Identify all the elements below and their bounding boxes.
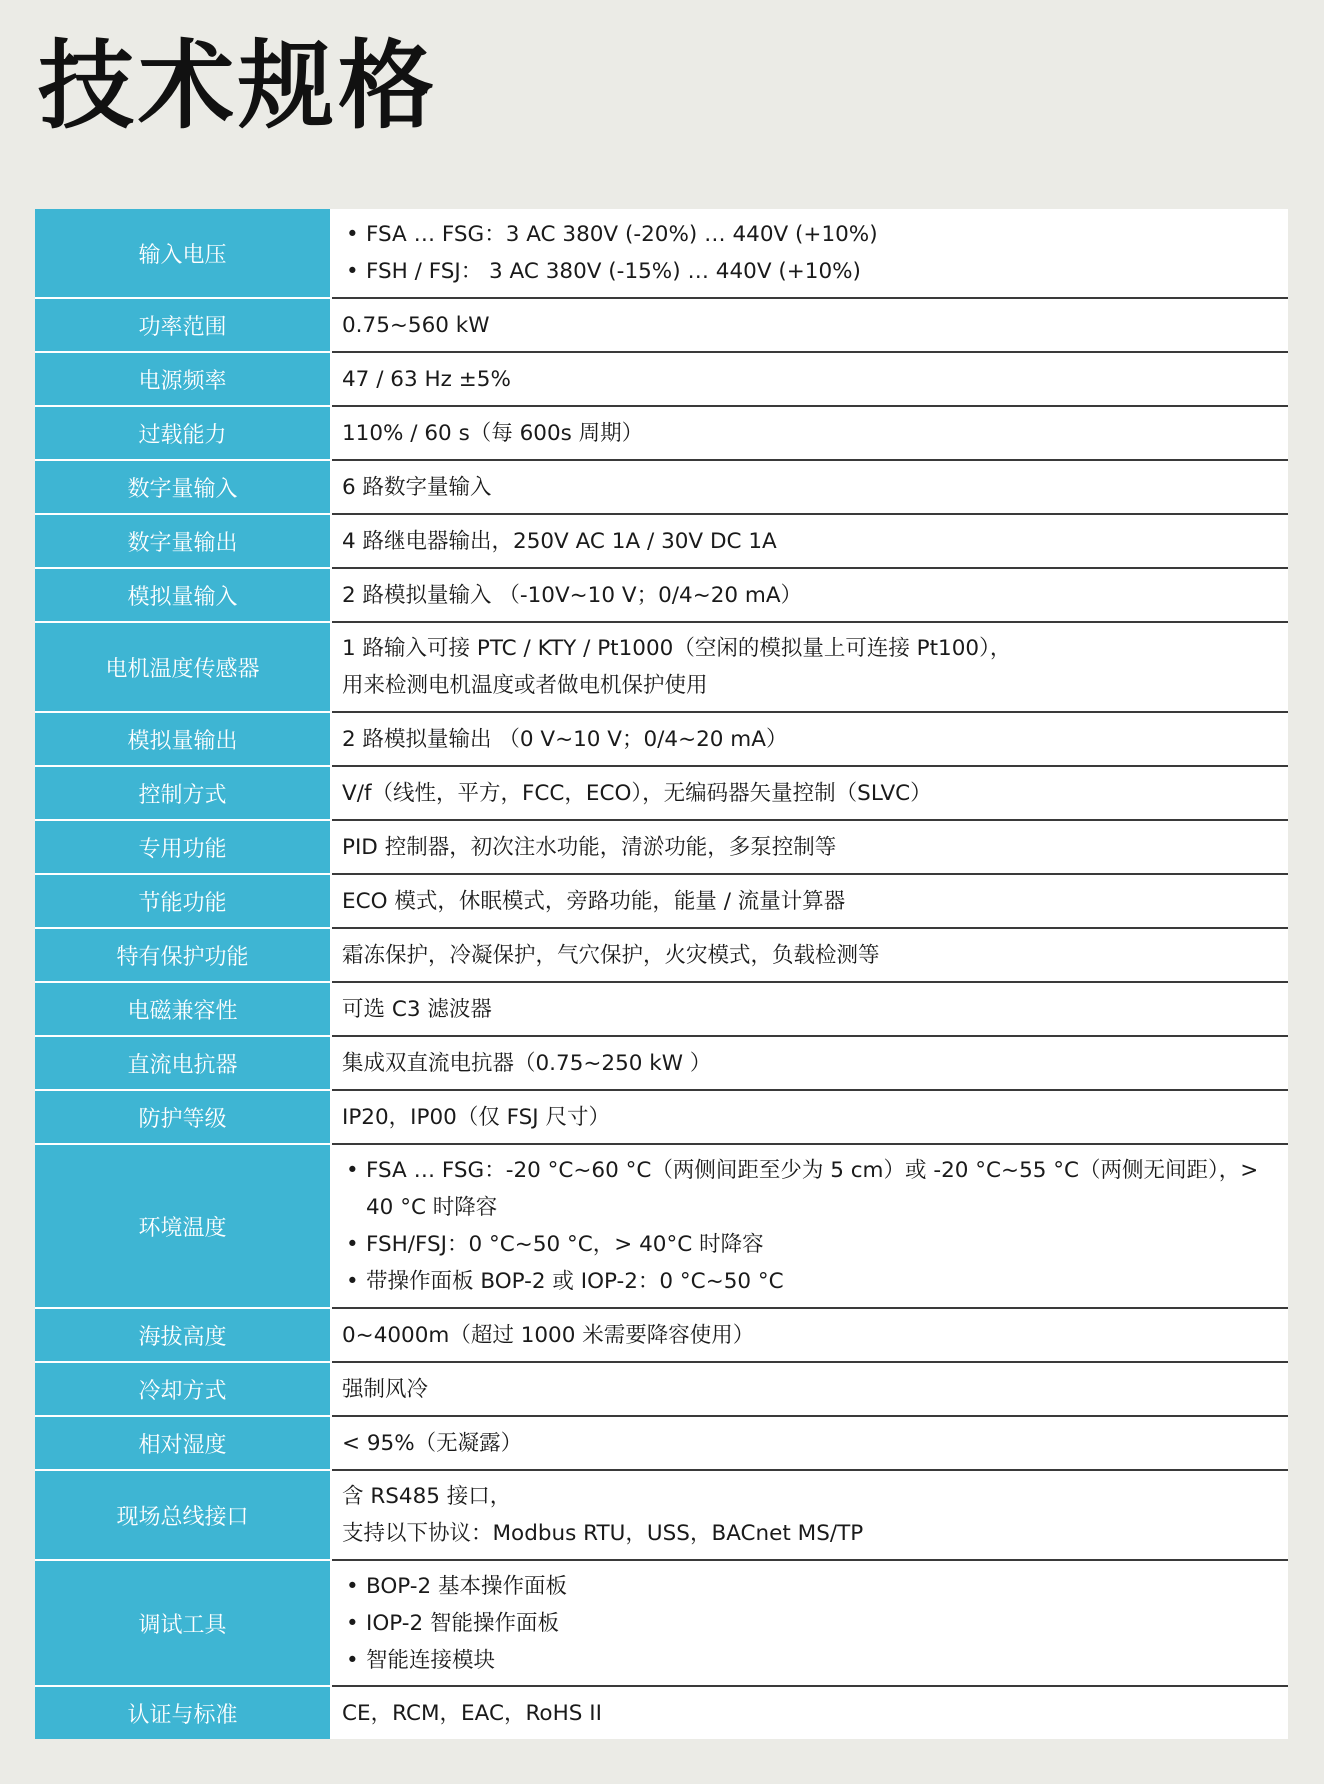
spec-value [331,1144,1288,1308]
spec-value: 4 路继电器输出，250V AC 1A / 30V DC 1A [331,514,1288,568]
spec-value [331,209,1288,298]
spec-label: 电机温度传感器 [35,622,331,712]
spec-row-input-voltage [35,209,1288,298]
list-item: • FSA … FSG：3 AC 380V (-20%) … 440V (+10%) [342,216,1276,253]
spec-row-humidity [35,1416,1288,1470]
spec-value: ECO 模式，休眠模式，旁路功能，能量 / 流量计算器 [331,874,1288,928]
spec-row-special-functions [35,820,1288,874]
list-item: • IOP-2 智能操作面板 [342,1605,1276,1642]
page-title: 技术规格 [38,30,438,142]
spec-label: 调试工具 [35,1560,331,1686]
spec-row-ambient-temp [35,1144,1288,1308]
spec-value: PID 控制器，初次注水功能，清淤功能，多泵控制等 [331,820,1288,874]
spec-label: 数字量输入 [35,460,331,514]
spec-row-control-mode [35,766,1288,820]
spec-row-energy-saving [35,874,1288,928]
spec-value: < 95%（无凝露） [331,1416,1288,1470]
spec-row-dc-reactor [35,1036,1288,1090]
spec-row-ip-rating [35,1090,1288,1144]
spec-label: 控制方式 [35,766,331,820]
spec-label: 数字量输出 [35,514,331,568]
spec-label: 现场总线接口 [35,1470,331,1560]
text-line: 含 RS485 接口， [342,1484,512,1509]
spec-value [331,622,1288,712]
spec-label: 海拔高度 [35,1308,331,1362]
spec-row-analog-output [35,712,1288,766]
spec-value: 0.75~560 kW [331,298,1288,352]
spec-label: 电磁兼容性 [35,982,331,1036]
spec-value: 可选 C3 滤波器 [331,982,1288,1036]
spec-value: 6 路数字量输入 [331,460,1288,514]
spec-value: 0~4000m（超过 1000 米需要降容使用） [331,1308,1288,1362]
spec-value: 2 路模拟量输出 （0 V~10 V；0/4~20 mA） [331,712,1288,766]
spec-label: 防护等级 [35,1090,331,1144]
spec-row-analog-input [35,568,1288,622]
spec-value: 集成双直流电抗器（0.75~250 kW ） [331,1036,1288,1090]
list-item: • 智能连接模块 [342,1642,1276,1679]
spec-label: 输入电压 [35,209,331,298]
spec-label: 模拟量输出 [35,712,331,766]
spec-table [35,209,1288,1739]
spec-row-overload [35,406,1288,460]
spec-label: 特有保护功能 [35,928,331,982]
spec-row-motor-temp [35,622,1288,712]
list-item: • FSH/FSJ：0 °C~50 °C，> 40°C 时降容 [342,1226,1276,1263]
spec-row-digital-output [35,514,1288,568]
text-line: 用来检测电机温度或者做电机保护使用 [342,673,708,698]
spec-label: 节能功能 [35,874,331,928]
spec-value: 霜冻保护，冷凝保护，气穴保护，火灾模式，负载检测等 [331,928,1288,982]
spec-row-emc [35,982,1288,1036]
spec-row-digital-input [35,460,1288,514]
list-item: • FSH / FSJ： 3 AC 380V (-15%) … 440V (+10%) [342,253,1276,290]
spec-row-frequency [35,352,1288,406]
spec-value: CE，RCM，EAC，RoHS II [331,1686,1288,1739]
spec-label: 相对湿度 [35,1416,331,1470]
spec-label: 功率范围 [35,298,331,352]
spec-value: 110% / 60 s（每 600s 周期） [331,406,1288,460]
spec-label: 专用功能 [35,820,331,874]
text-line: 支持以下协议：Modbus RTU，USS，BACnet MS/TP [342,1521,864,1546]
spec-row-power-range [35,298,1288,352]
spec-row-cooling [35,1362,1288,1416]
spec-row-commissioning-tools [35,1560,1288,1686]
spec-label: 直流电抗器 [35,1036,331,1090]
spec-label: 冷却方式 [35,1362,331,1416]
spec-label: 过载能力 [35,406,331,460]
list-item: • 带操作面板 BOP-2 或 IOP-2：0 °C~50 °C [342,1263,1276,1300]
spec-label: 模拟量输入 [35,568,331,622]
spec-label: 电源频率 [35,352,331,406]
list-item: • BOP-2 基本操作面板 [342,1568,1276,1605]
spec-value [331,1470,1288,1560]
text-line: 1 路输入可接 PTC / KTY / Pt1000（空闲的模拟量上可连接 Pt100）， [342,636,1012,661]
spec-value: 47 / 63 Hz ±5% [331,352,1288,406]
spec-row-certification [35,1686,1288,1739]
spec-label: 环境温度 [35,1144,331,1308]
spec-row-altitude [35,1308,1288,1362]
spec-value: 强制风冷 [331,1362,1288,1416]
spec-label: 认证与标准 [35,1686,331,1739]
spec-value: 2 路模拟量输入 （-10V~10 V；0/4~20 mA） [331,568,1288,622]
list-item: • FSA … FSG：-20 °C~60 °C（两侧间距至少为 5 cm）或 -20 °C~55 °C（两侧无间距），> 40 °C 时降容 [342,1152,1276,1226]
spec-value [331,1560,1288,1686]
spec-value: V/f（线性，平方，FCC，ECO），无编码器矢量控制（SLVC） [331,766,1288,820]
spec-value: IP20，IP00（仅 FSJ 尺寸） [331,1090,1288,1144]
spec-row-fieldbus [35,1470,1288,1560]
spec-row-protection-functions [35,928,1288,982]
